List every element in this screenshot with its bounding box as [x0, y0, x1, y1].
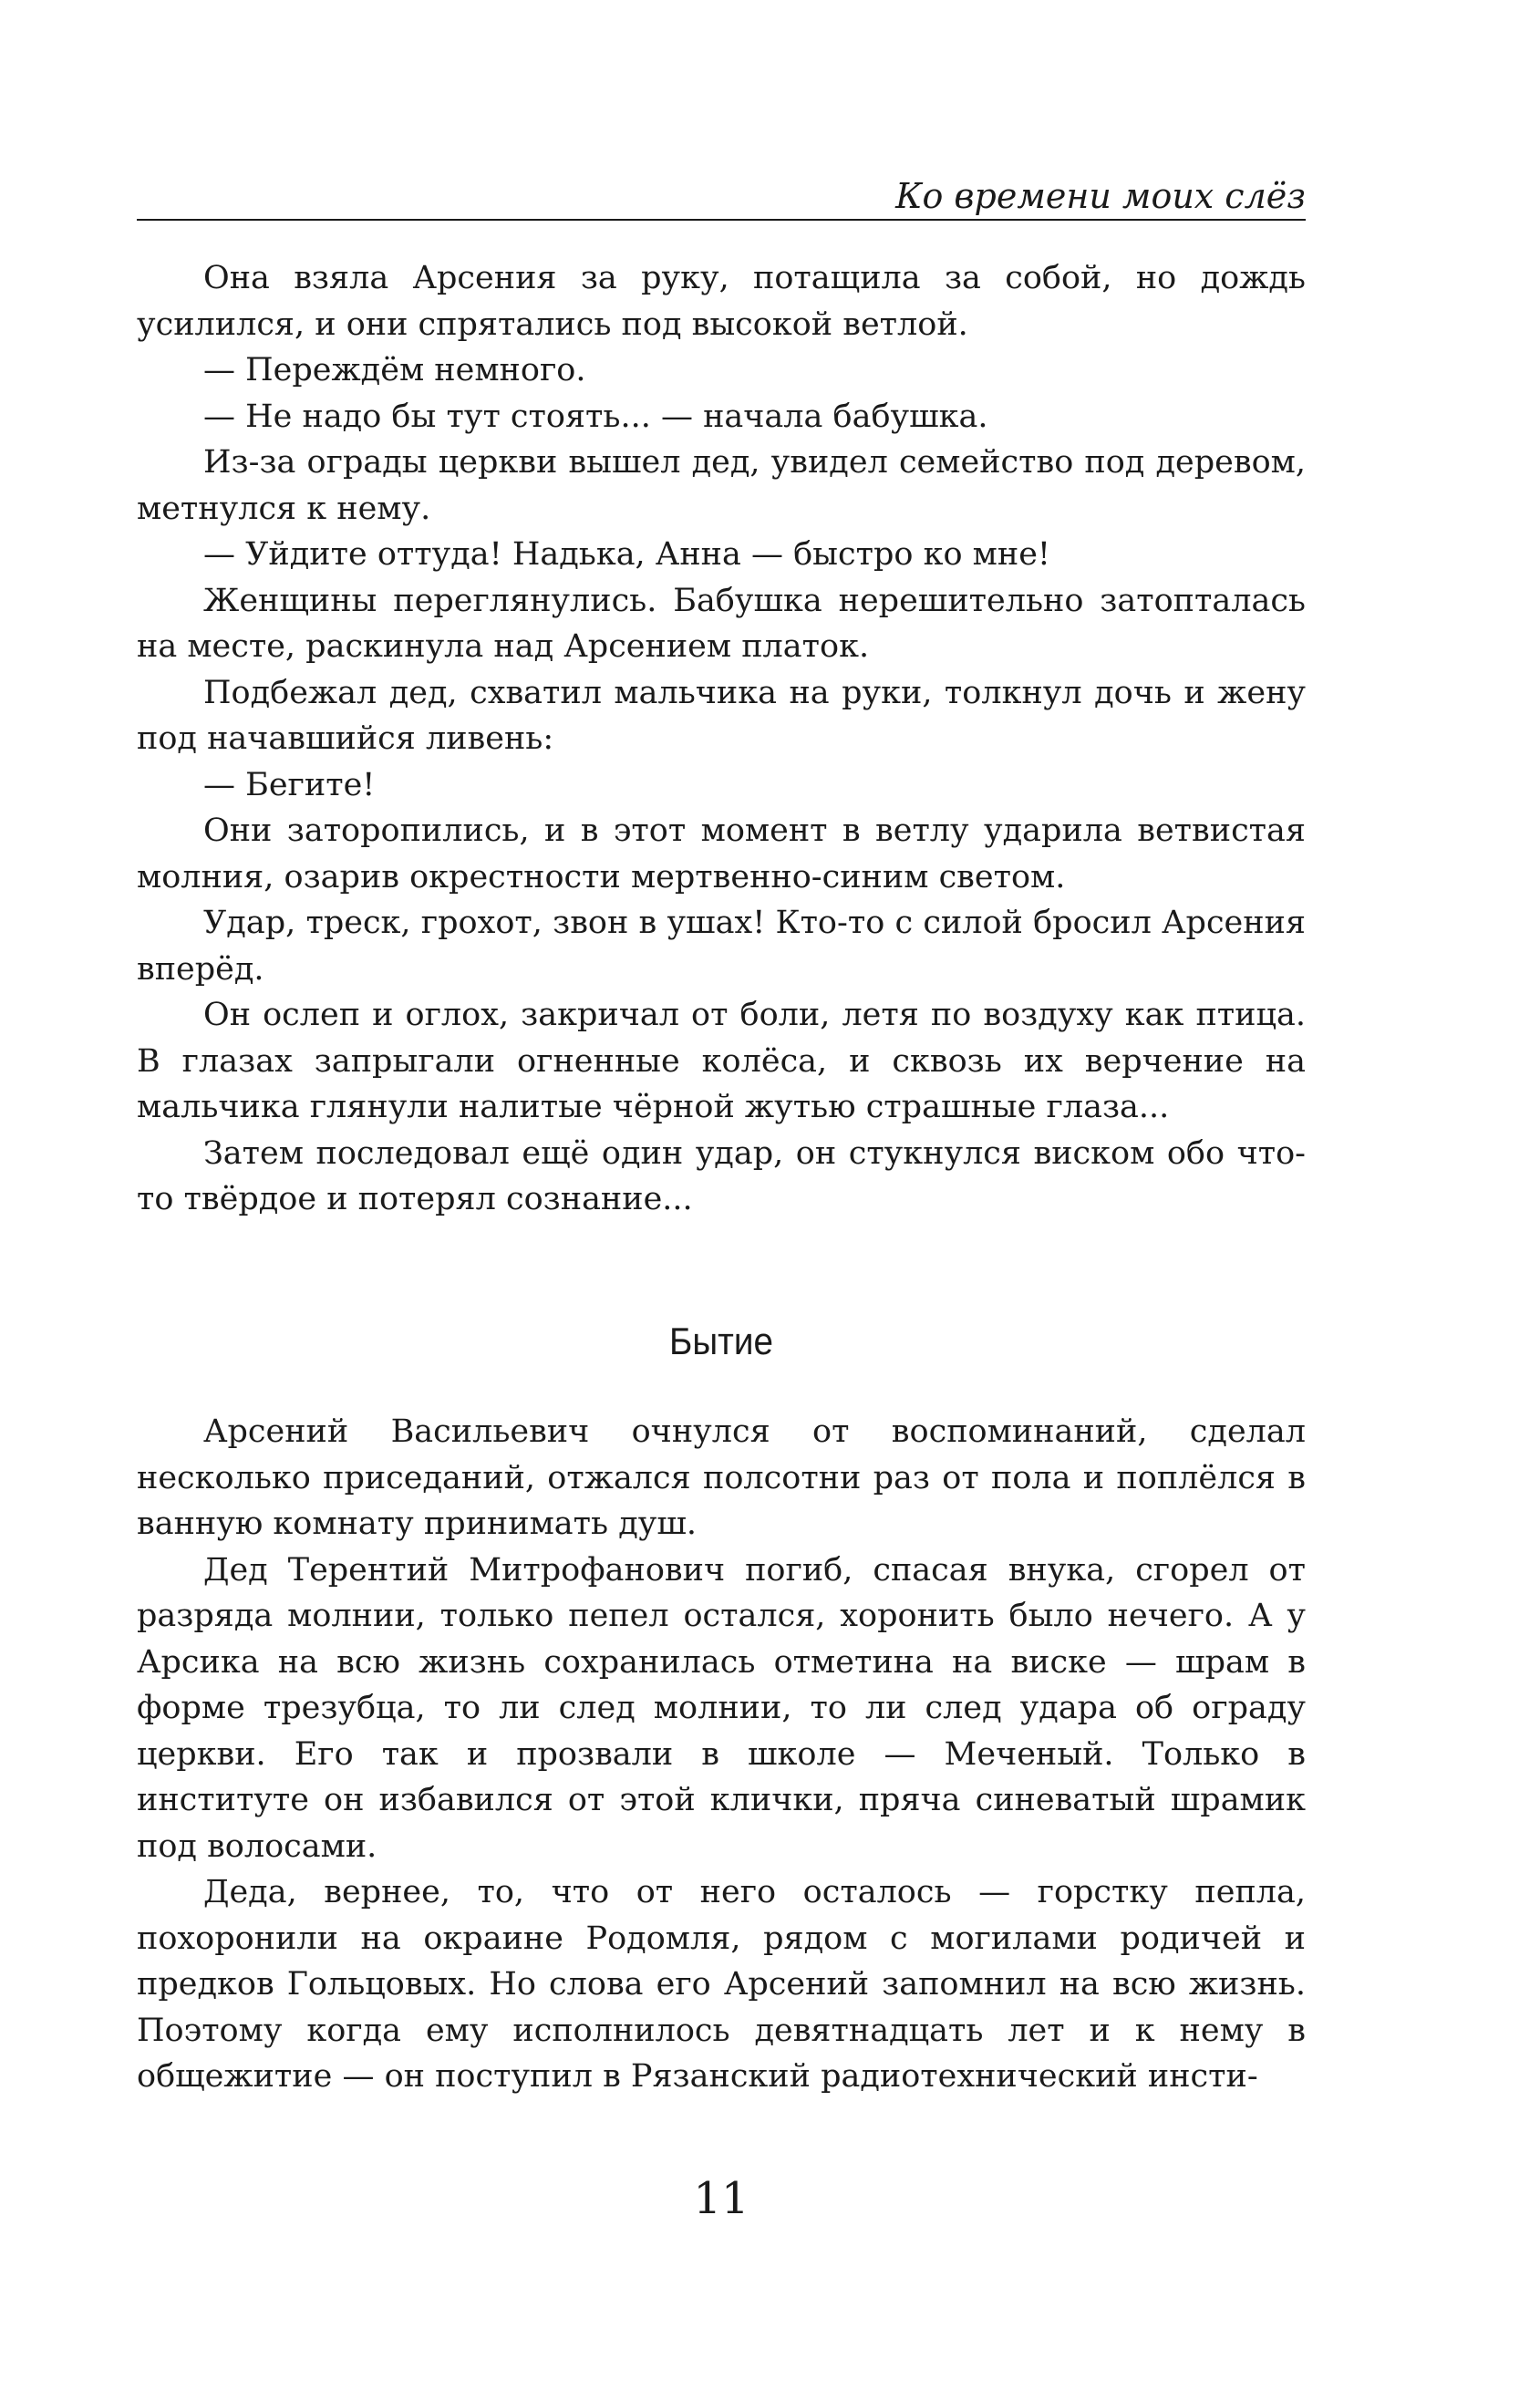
- section-title: Бытие: [669, 1320, 773, 1362]
- text-block-bottom: [137, 1409, 1306, 2100]
- paragraph: Она взяла Арсения за руку, потащила за собой, но дождь усилился, и они спрятались под высокой ветлой.: [137, 260, 1306, 343]
- paragraph: Деда, вернее, то, что от него осталось — горстку пепла, похоронили на окраине Родомля, рядом с могилами родичей и предков Гольцовых. Но слова его Арсений запомнил на всю жизнь. Поэтому когда ему исполнилось девятнадцать лет и к нему в общежитие — он поступил в Рязанский радиотехнический инсти-: [137, 1874, 1306, 2095]
- text-block-top: [137, 255, 1306, 1223]
- paragraph: Женщины переглянулись. Бабушка нерешительно затопталась на месте, раскинула над Арсением платок.: [137, 582, 1306, 665]
- paragraph: Подбежал дед, схватил мальчика на руки, толкнул дочь и жену под начавшийся ливень:: [137, 674, 1306, 757]
- paragraph: Удар, треск, грохот, звон в ушах! Кто-то с силой бросил Арсения вперёд.: [137, 905, 1306, 988]
- paragraph: Из-за ограды церкви вышел дед, увидел семейство под деревом, метнулся к нему.: [137, 444, 1306, 527]
- page-number: 11: [693, 2173, 749, 2224]
- paragraph: — Переждём немного.: [203, 352, 586, 388]
- paragraph: Дед Терентий Митрофанович погиб, спасая внука, сгорел от разряда молнии, только пепел остался, хоронить было нечего. А у Арсика на всю жизнь сохранилась отметина на виске — шрам в форме трезубца, то ли след молнии, то ли след удара об ограду церкви. Его так и прозвали в школе — Меченый. Только в институте он избавился от этой клички, пряча синеватый шрамик под волосами.: [137, 1551, 1306, 1865]
- paragraph: — Уйдите оттуда! Надька, Анна — быстро ко мне!: [203, 536, 1050, 573]
- paragraph: Затем последовал ещё один удар, он стукнулся виском обо что-то твёрдое и потерял сознание...: [137, 1134, 1306, 1217]
- paragraph: — Бегите!: [203, 766, 376, 803]
- paragraph: Они заторопились, и в этот момент в ветлу ударила ветвистая молния, озарив окрестности мертвенно-синим светом.: [137, 813, 1306, 895]
- paragraph: Арсений Васильевич очнулся от воспоминаний, сделал несколько приседаний, отжался полсотни раз от пола и поплёлся в ванную комнату принимать душ.: [137, 1413, 1306, 1542]
- paragraph: — Не надо бы тут стоять... — начала бабушка.: [203, 398, 988, 435]
- running-header: Ко времени моих слёз: [895, 176, 1306, 216]
- header-rule: [137, 219, 1306, 221]
- paragraph: Он ослеп и оглох, закричал от боли, летя по воздуху как птица. В глазах запрыгали огненные колёса, и сквозь их верчение на мальчика глянули налитые чёрной жутью страшные глаза...: [137, 997, 1306, 1125]
